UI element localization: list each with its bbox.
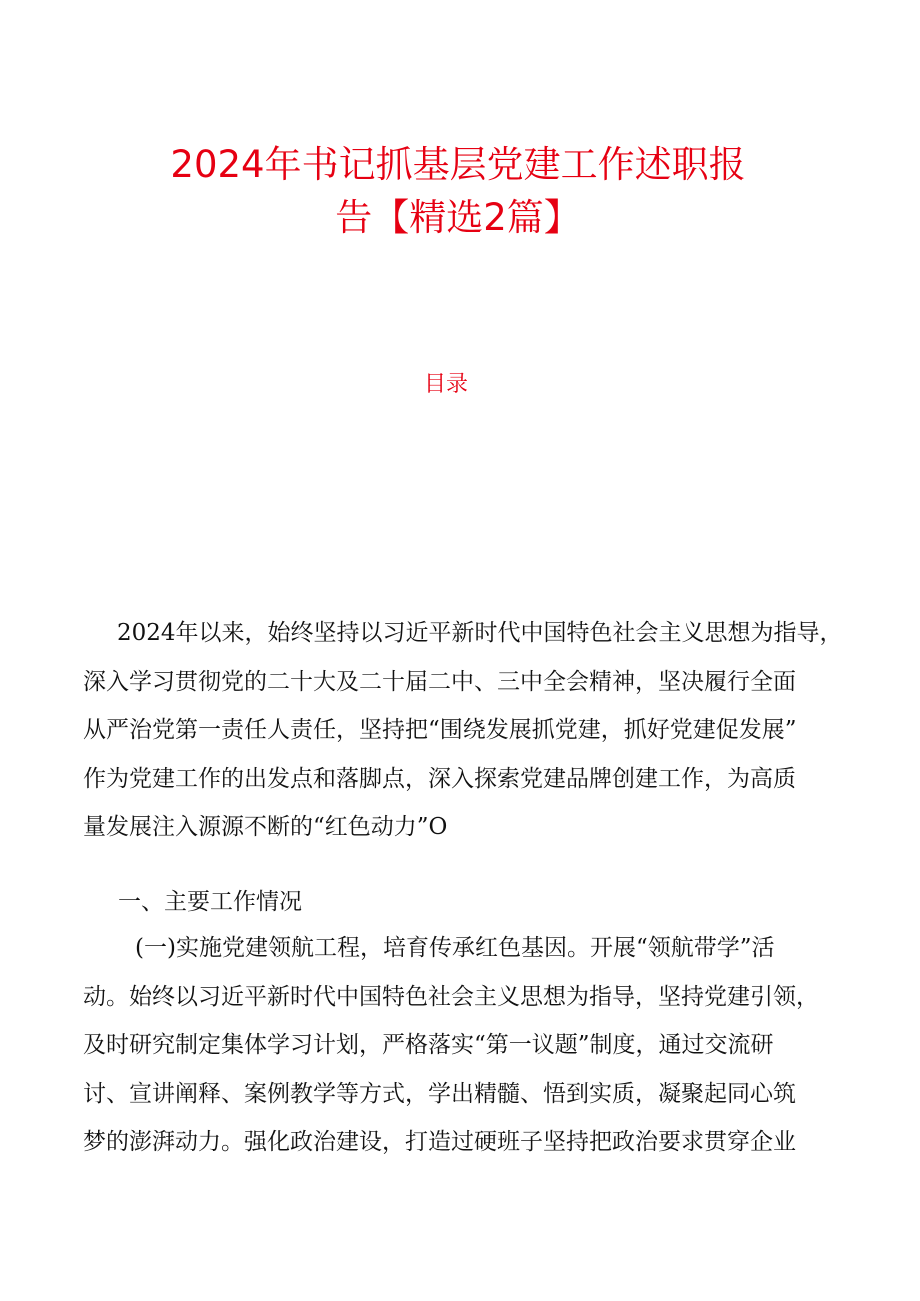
document-title-line-1: 2024年书记抓基层党建工作述职报 bbox=[170, 143, 746, 186]
paragraph-line: 讨、宣讲阐释、案例教学等方式，学出精髓、悟到实质，凝聚起同心筑 bbox=[83, 1080, 796, 1107]
intro-paragraph bbox=[83, 609, 843, 852]
table-of-contents-label: 目录 bbox=[423, 372, 468, 397]
paragraph-line: 深入学习贯彻党的二十大及二十届二中、三中全会精神，坚决履行全面 bbox=[83, 668, 796, 695]
paragraph-line: 梦的澎湃动力。强化政治建设，打造过硬班子坚持把政治要求贯穿企业 bbox=[83, 1129, 796, 1155]
paragraph-line: 动。始终以习近平新时代中国特色社会主义思想为指导，坚持党建引领， bbox=[83, 983, 819, 1010]
paragraph-line: 及时研究制定集体学习计划，严格落实“第一议题”制度，通过交流研 bbox=[83, 1032, 774, 1058]
paragraph-line: 作为党建工作的出发点和落脚点，深入探索党建品牌创建工作，为高质 bbox=[83, 765, 796, 792]
paragraph-line: (一)实施党建领航工程，培育传承红色基因。开展“领航带学”活 bbox=[135, 935, 775, 961]
section-1-paragraph bbox=[83, 924, 843, 1167]
section-heading: 一、主要工作情况 bbox=[118, 889, 302, 915]
document-title-line-2: 告【精选2篇】 bbox=[335, 196, 581, 239]
paragraph-line: 从严治党第一责任人责任，坚持把“围绕发展抓党建，抓好党建促发展” bbox=[83, 717, 797, 743]
paragraph-line: 量发展注入源源不断的“红色动力”O bbox=[83, 814, 448, 840]
paragraph-line: 2024年以来，始终坚持以习近平新时代中国特色社会主义思想为指导， bbox=[117, 620, 843, 646]
